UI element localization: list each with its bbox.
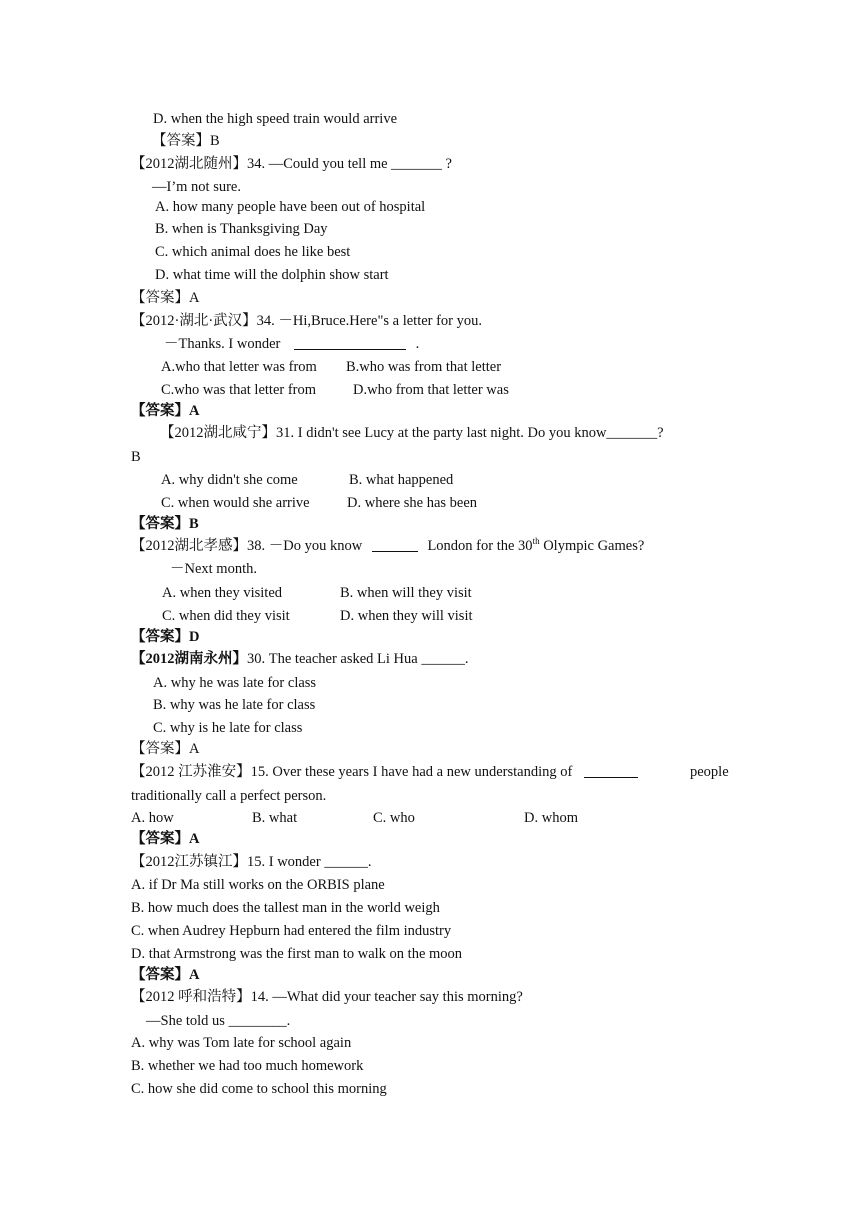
reply-text: －Thanks. I wonder	[164, 336, 281, 352]
dialogue-reply: —She told us ________.	[146, 1013, 291, 1029]
question-body: London for the 30	[427, 538, 533, 554]
question-header: 【2012 呼和浩特】14. —What did your teacher say this morning?	[131, 989, 523, 1005]
option-d: D. that Armstrong was the first man to walk on the moon	[131, 946, 463, 962]
question-continuation: traditionally call a perfect person.	[131, 788, 327, 804]
option-c: C.who was that letter from	[161, 382, 317, 398]
option-a: A. how	[131, 810, 174, 826]
answer-blank	[294, 336, 406, 350]
answer-label: 【答案】B	[131, 516, 199, 532]
answer-label: 【答案】A	[131, 967, 200, 983]
question-header: 【2012·湖北·武汉】34. －Hi,Bruce.Here"s a letter for you.	[131, 313, 483, 329]
dialogue-reply: －Next month.	[170, 561, 257, 577]
question-source: 【2012湖南永州】	[131, 651, 247, 667]
answer-blank	[584, 764, 638, 778]
option-a: A. why was Tom late for school again	[131, 1035, 352, 1051]
option-c: C. when did they visit	[162, 608, 290, 624]
option-c: C. why is he late for class	[153, 720, 303, 736]
option-a: A. when they visited	[162, 585, 283, 601]
option-d: D. what time will the dolphin show start	[155, 267, 389, 283]
answer-label: 【答案】D	[131, 629, 200, 645]
question-body: 【2012 江苏淮安】15. Over these years I have had a new understanding of	[131, 764, 573, 780]
question-header	[131, 537, 644, 555]
option-c: C. when would she arrive	[161, 495, 310, 511]
option-b: B. when will they visit	[340, 585, 472, 601]
option-a: A. why he was late for class	[153, 675, 317, 691]
superscript: th	[532, 536, 540, 546]
option-b: B. how much does the tallest man in the world weigh	[131, 900, 440, 916]
option-d: D. where she has been	[347, 495, 478, 511]
option-c: C. which animal does he like best	[155, 244, 351, 260]
question-lead: 【2012湖北孝感】38. －Do you know	[131, 538, 363, 554]
option-a: A. if Dr Ma still works on the ORBIS plane	[131, 877, 385, 893]
option-b: B. why was he late for class	[153, 697, 316, 713]
question-header: 【2012湖北咸宁】31. I didn't see Lucy at the party last night. Do you know_______?	[160, 425, 664, 441]
answer-label: 【答案】B	[152, 133, 220, 149]
option-d: D.who from that letter was	[353, 382, 509, 398]
question-header	[131, 763, 638, 781]
option-a: A. how many people have been out of hospital	[155, 199, 426, 215]
question-header: 【2012江苏镇江】15. I wonder ______.	[131, 854, 372, 870]
answer-blank	[372, 538, 418, 552]
option-d: D. whom	[524, 810, 578, 826]
option-c: C. how she did come to school this morning	[131, 1081, 387, 1097]
option-a: A.who that letter was from	[161, 359, 317, 375]
option-b: B. whether we had too much homework	[131, 1058, 364, 1074]
option-a: A. why didn't she come	[161, 472, 298, 488]
question-word: people	[690, 764, 729, 780]
reply-end: .	[415, 336, 420, 352]
answer-label: 【答案】A	[131, 831, 200, 847]
question-tail: Olympic Games?	[539, 538, 645, 554]
dialogue-reply: —I’m not sure.	[152, 179, 241, 195]
question-header: 【2012湖北随州】34. —Could you tell me _______ ?	[131, 156, 452, 172]
question-header	[131, 650, 468, 668]
option-b: B. when is Thanksgiving Day	[155, 221, 328, 237]
option-b: B. what happened	[349, 472, 454, 488]
option-d: D. when the high speed train would arrive	[153, 111, 398, 127]
option-d: D. when they will visit	[340, 608, 473, 624]
answer-label: 【答案】A	[131, 290, 200, 306]
question-body: 30. The teacher asked Li Hua ______.	[247, 651, 469, 667]
answer-label: 【答案】A	[131, 403, 200, 419]
answer-label: 【答案】A	[131, 741, 200, 757]
option-b: B.who was from that letter	[346, 359, 502, 375]
option-c: C. when Audrey Hepburn had entered the film industry	[131, 923, 452, 939]
option-b: B. what	[252, 810, 298, 826]
dialogue-reply	[164, 335, 419, 353]
option-c: C. who	[373, 810, 415, 826]
question-answer-letter: B	[131, 449, 141, 465]
